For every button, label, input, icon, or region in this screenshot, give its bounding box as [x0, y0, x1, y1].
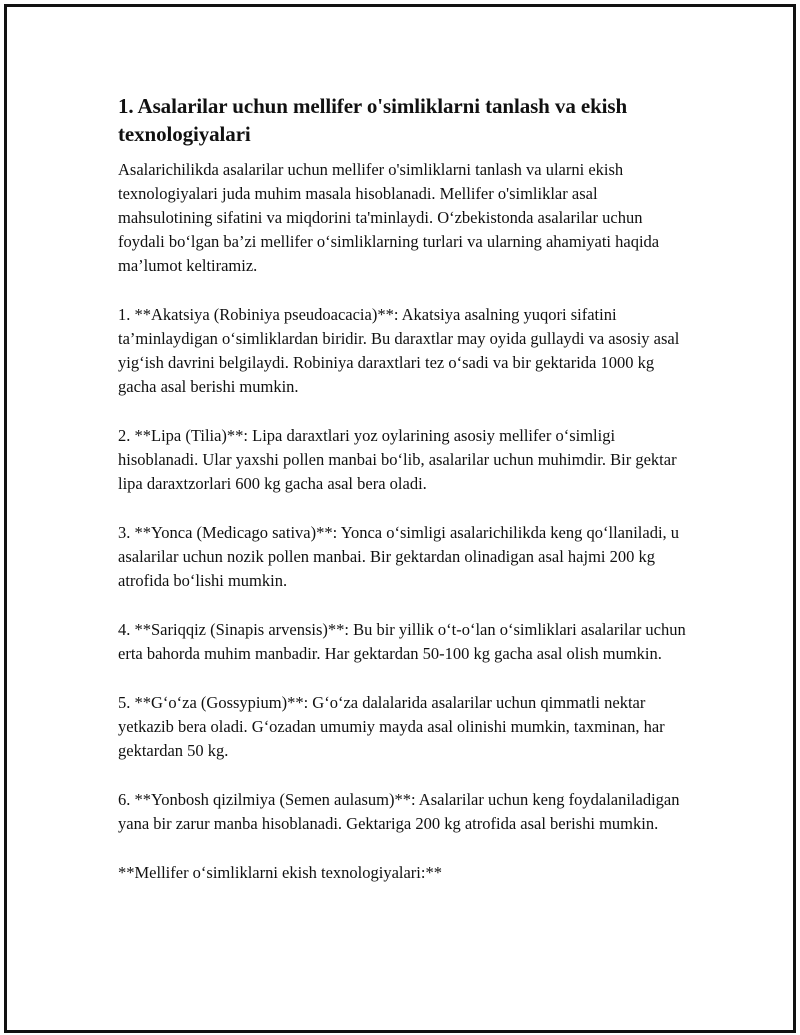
section-heading-ekish-texnologiyalari: **Mellifer o‘simliklarni ekish texnologiyalari:** — [118, 863, 442, 882]
paragraph-yonca: 3. **Yonca (Medicago sativa)**: Yonca o‘simligi asalarichilikda keng qo‘llaniladi, u asalarilar uchun nozik pollen manbai. Bir gektardan olinadigan asal hajmi 200 kg atrofida bo‘lishi mumkin. — [118, 523, 680, 590]
paragraph-akatsiya: 1. **Akatsiya (Robiniya pseudoacacia)**: Akatsiya asalning yuqori sifatini ta’minlaydigan o‘simliklardan biridir. Bu daraxtlar may oyida gullaydi va asosiy asal yig‘ish davrini belgilaydi. Robiniya daraxtlari tez o‘sadi va bir gektarida 1000 kg gacha asal berishi mumkin. — [118, 305, 680, 396]
paragraph-goza: 5. **G‘o‘za (Gossypium)**: G‘o‘za dalalarida asalarilar uchun qimmatli nektar yetkazib bera oladi. G‘ozadan umumiy mayda asal olinishi mumkin, taxminan, har gektardan 50 kg. — [118, 693, 665, 760]
paragraph-lipa: 2. **Lipa (Tilia)**: Lipa daraxtlari yoz oylarining asosiy mellifer o‘simligi hisoblanadi. Ular yaxshi pollen manbai bo‘lib, asalarilar uchun muhimdir. Bir gektar lipa daraxtzorlari 600 kg gacha asal bera oladi. — [118, 426, 677, 493]
intro-paragraph: Asalarichilikda asalarilar uchun mellifer o'simliklarni tanlash va ularni ekish texnologiyalari juda muhim masala hisoblanadi. Mellifer o'simliklar asal mahsulotining sifatini va miqdorini ta'minlaydi. O‘zbekistonda asalarilar uchun foydali bo‘lgan ba’zi mellifer o‘simliklarning turlari va ularning ahamiyati haqida ma’lumot keltiramiz. — [118, 160, 660, 275]
paragraph-sariqqiz: 4. **Sariqqiz (Sinapis arvensis)**: Bu bir yillik o‘t-o‘lan o‘simliklari asalarilar uchun erta bahorda muhim manbadir. Har gektardan 50-100 kg gacha asal olish mumkin. — [118, 620, 686, 663]
document-title: 1. Asalarilar uchun mellifer o'simliklarni tanlash va ekish texnologiyalari — [118, 94, 628, 146]
document-body — [118, 92, 690, 910]
paragraph-yonbosh-qizilmiya: 6. **Yonbosh qizilmiya (Semen aulasum)**: Asalarilar uchun keng foydalaniladigan yana bir zarur manba hisoblanadi. Gektariga 200 kg atrofida asal berishi mumkin. — [118, 790, 680, 833]
